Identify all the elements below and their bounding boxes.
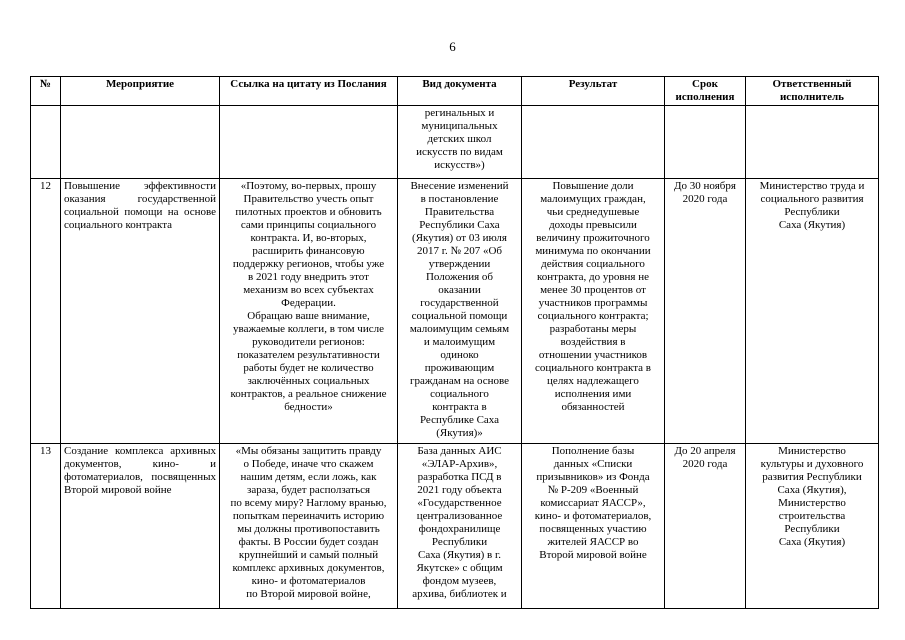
cell-document-type: База данных АИС «ЭЛАР-Архив», разработка ПСД в 2021 году объекта «Государственное централизованное фондохранилище Республики Саха (Якутия) в г. Якутске» с общим фондом музеев, архива, библиотек и [398, 444, 522, 609]
cell-result [522, 106, 665, 179]
table-header-row [31, 77, 879, 106]
cell-event: Повышение эффективности оказания государственной социальной помощи на основе социального контракта [61, 179, 220, 444]
cell-responsible [746, 106, 879, 179]
header-document-type: Вид документа [398, 77, 522, 106]
header-quote: Ссылка на цитату из Послания [220, 77, 398, 106]
cell-document-type: Внесение изменений в постановление Правительства Республики Саха (Якутия) от 03 июля 2017 г. № 207 «Об утверждении Положения об оказании государственной социальной помощи малоимущим семьям и малоимущим одиноко проживающим гражданам на основе социального контракта в Республике Саха (Якутия)» [398, 179, 522, 444]
cell-number: 12 [31, 179, 61, 444]
table-row [31, 106, 879, 179]
events-table [30, 76, 879, 609]
header-event: Мероприятие [61, 77, 220, 106]
header-responsible: Ответственный исполнитель [746, 77, 879, 106]
cell-responsible: Министерство культуры и духовного развития Республики Саха (Якутия), Министерство строительства Республики Саха (Якутия) [746, 444, 879, 609]
cell-deadline: До 20 апреля 2020 года [665, 444, 746, 609]
table-row [31, 179, 879, 444]
cell-deadline [665, 106, 746, 179]
cell-number [31, 106, 61, 179]
cell-event [61, 106, 220, 179]
header-result: Результат [522, 77, 665, 106]
cell-result: Пополнение базы данных «Списки призывников» из Фонда № Р-209 «Военный комиссариат ЯАССР», кино- и фотоматериалов, посвященных участию жителей ЯАССР во Второй мировой войне [522, 444, 665, 609]
cell-quote [220, 106, 398, 179]
header-deadline: Срок исполнения [665, 77, 746, 106]
cell-result: Повышение доли малоимущих граждан, чьи среднедушевые доходы превысили величину прожиточного минимума по окончании действия социального контракта, до уровня не менее 30 процентов от участников программы социального контракта; разработаны меры воздействия в отношении участников социального контракта в целях надлежащего исполнения ими обязанностей [522, 179, 665, 444]
page-number: 6 [449, 39, 456, 54]
cell-deadline: До 30 ноября 2020 года [665, 179, 746, 444]
header-number: № [31, 77, 61, 106]
table-row [31, 444, 879, 609]
cell-event: Создание комплекса архивных документов, кино- и фотоматериалов, посвященных Второй мировой войне [61, 444, 220, 609]
cell-quote: «Поэтому, во-первых, прошу Правительство учесть опыт пилотных проектов и обновить сами принципы социального контракта. И, во-вторых, расширить финансовую поддержку регионов, чтобы уже в 2021 году внедрить этот механизм во всех субъектах Федерации. Обращаю ваше внимание, уважаемые коллеги, в том числе руководители регионов: показателем результативности работы будет не количество заключённых социальных контрактов, а реальное снижение бедности» [220, 179, 398, 444]
cell-quote: «Мы обязаны защитить правду о Победе, иначе что скажем нашим детям, если ложь, как зараза, будет расползаться по всему миру? Наглому вранью, попыткам переиначить историю мы должны противопоставить факты. В России будет создан крупнейший и самый полный комплекс архивных документов, кино- и фотоматериалов по Второй мировой войне, [220, 444, 398, 609]
cell-number: 13 [31, 444, 61, 609]
cell-document-type: регинальных и муниципальных детских школ искусств по видам искусств») [398, 106, 522, 179]
cell-responsible: Министерство труда и социального развития Республики Саха (Якутия) [746, 179, 879, 444]
